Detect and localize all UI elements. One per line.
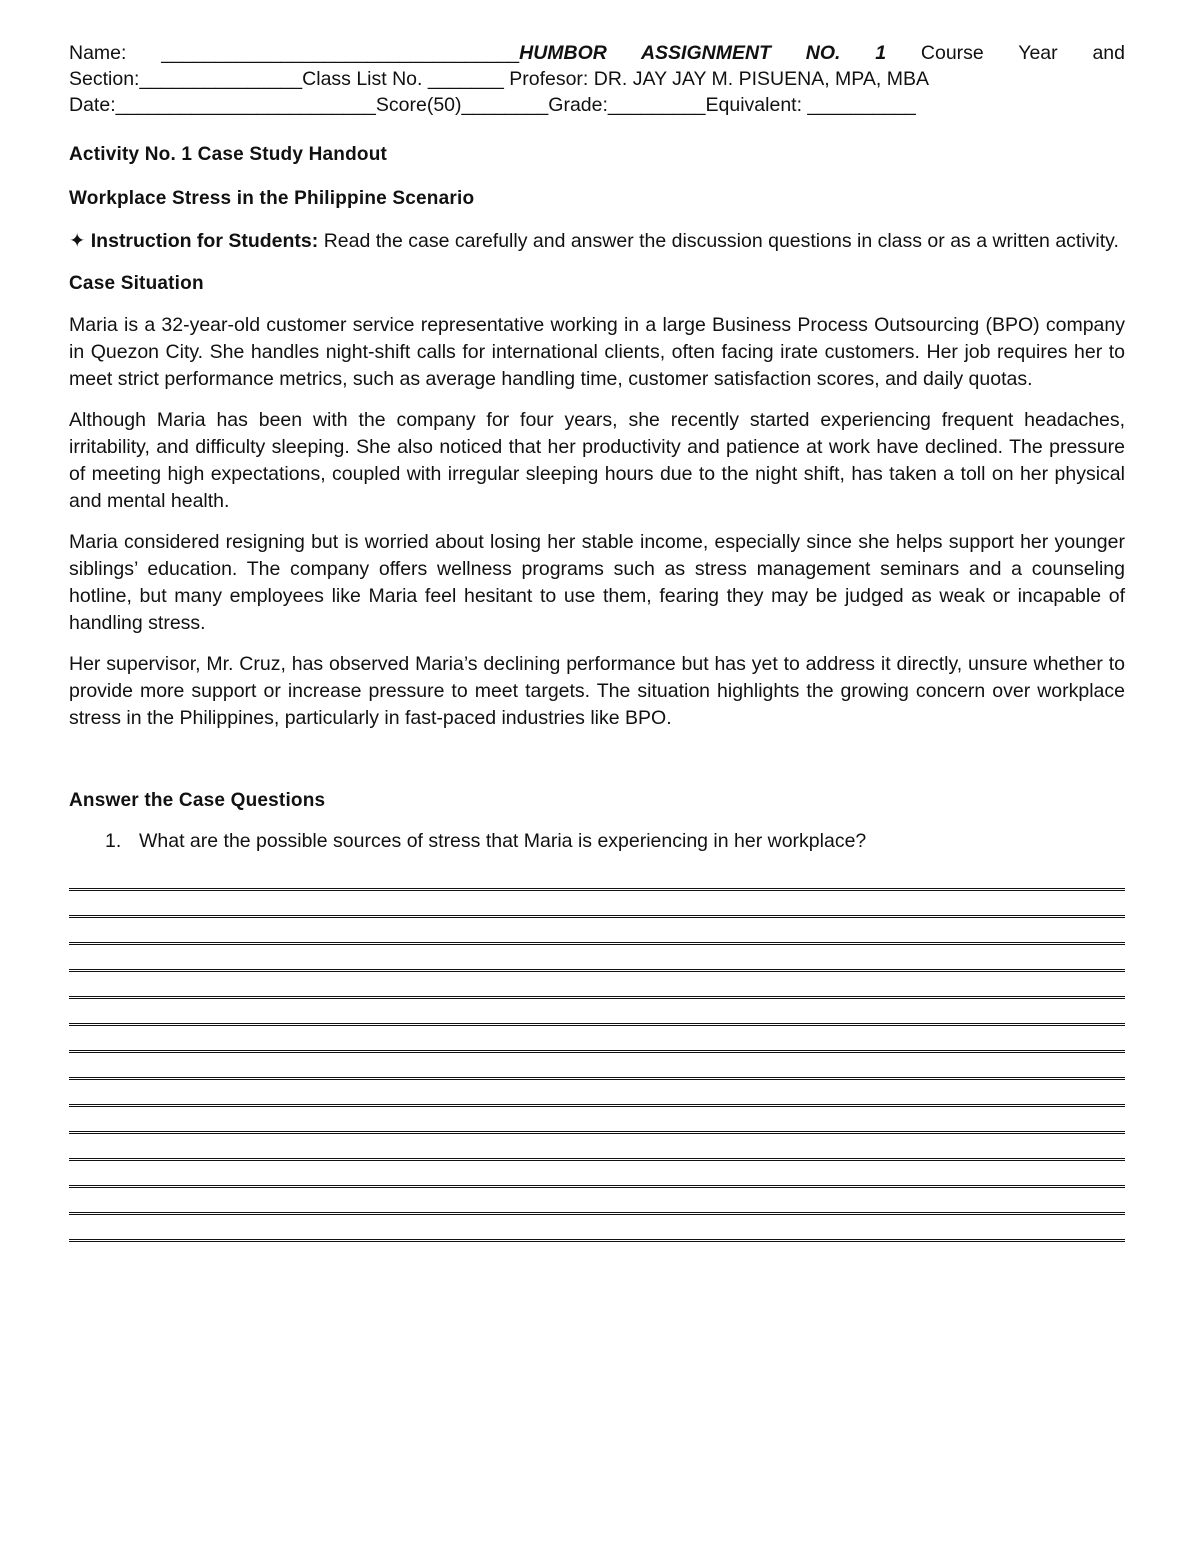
header-line-2 <box>69 66 1125 92</box>
answer-line[interactable] <box>69 1137 1125 1164</box>
score-blank[interactable]: ________ <box>461 94 549 116</box>
grade-blank[interactable]: _________ <box>607 94 706 116</box>
instruction-label: Instruction for Students: <box>90 230 319 252</box>
case-paragraph-4: Her supervisor, Mr. Cruz, has observed Maria’s declining performance but has yet to address it directly, unsure whether to provide more support or increase pressure to meet targets. The situation highlights the growing concern over workplace stress in the Philippines, particularly in fast-paced industries like BPO. <box>69 653 1125 729</box>
course-label-2: Year <box>1018 42 1058 64</box>
question-text: What are the possible sources of stress that Maria is experiencing in her workplace? <box>139 830 867 852</box>
section-blank[interactable]: _______________ <box>139 68 303 90</box>
document-page <box>69 40 1125 1245</box>
answer-line[interactable] <box>69 1056 1125 1083</box>
assignment-title: HUMBOR ASSIGNMENT NO. 1 <box>519 42 887 64</box>
answer-line[interactable] <box>69 1083 1125 1110</box>
sparkle-icon: ✦ <box>69 230 86 252</box>
score-label: Score(50) <box>375 94 462 116</box>
answer-line[interactable] <box>69 867 1125 894</box>
answer-line[interactable] <box>69 1002 1125 1029</box>
instruction-paragraph <box>69 228 1125 255</box>
equivalent-blank[interactable]: __________ <box>807 94 916 116</box>
profesor-label: Profesor: <box>509 68 589 90</box>
course-label-3: and <box>1092 42 1125 64</box>
answer-line[interactable] <box>69 1191 1125 1218</box>
case-title: Workplace Stress in the Philippine Scenario <box>69 188 475 209</box>
question-number: 1. <box>105 830 122 852</box>
grade-label: Grade: <box>548 94 608 116</box>
answer-line[interactable] <box>69 1110 1125 1137</box>
answer-line[interactable] <box>69 894 1125 921</box>
case-paragraph-1: Maria is a 32-year-old customer service representative working in a large Business Process Outsourcing (BPO) company in Quezon City. She handles night-shift calls for international clients, often facing irate customers. Her job requires her to meet strict performance metrics, such as average handling time, customer satisfaction scores, and daily quotas. <box>69 314 1125 390</box>
question-item <box>69 828 1125 855</box>
date-blank[interactable]: ________________________ <box>115 94 376 116</box>
equivalent-label: Equivalent: <box>705 94 802 116</box>
answer-line[interactable] <box>69 1164 1125 1191</box>
activity-title: Activity No. 1 Case Study Handout <box>69 144 388 165</box>
answer-line[interactable] <box>69 1029 1125 1056</box>
class-list-label: Class List No. <box>302 68 423 90</box>
answer-line[interactable] <box>69 975 1125 1002</box>
case-heading: Case Situation <box>69 273 204 294</box>
answer-heading: Answer the Case Questions <box>69 790 326 811</box>
name-label: Name: <box>69 42 127 64</box>
answer-lines[interactable] <box>69 867 1125 1245</box>
section-label: Section: <box>69 68 140 90</box>
date-label: Date: <box>69 94 116 116</box>
answer-line[interactable] <box>69 921 1125 948</box>
class-list-blank[interactable]: _______ <box>427 68 504 90</box>
instruction-text: Read the case carefully and answer the discussion questions in class or as a written activity. <box>323 230 1119 252</box>
answer-line[interactable] <box>69 1218 1125 1245</box>
case-paragraph-3: Maria considered resigning but is worried about losing her stable income, especially since she helps support her younger siblings’ education. The company offers wellness programs such as stress management seminars and a counseling hotline, but many employees like Maria feel hesitant to use them, fearing they may be judged as weak or incapable of handling stress. <box>69 531 1125 634</box>
header-line-3 <box>69 92 1125 118</box>
answer-line[interactable] <box>69 948 1125 975</box>
profesor-name: DR. JAY JAY M. PISUENA, MPA, MBA <box>593 68 929 90</box>
header-line-1 <box>69 40 1125 66</box>
course-label-1: Course <box>920 42 984 64</box>
name-blank[interactable]: _________________________________ <box>161 42 520 64</box>
case-paragraph-2: Although Maria has been with the company for four years, she recently started experiencing frequent headaches, irritability, and difficulty sleeping. She also noticed that her productivity and patience at work have declined. The pressure of meeting high expectations, coupled with irregular sleeping hours due to the night shift, has taken a toll on her physical and mental health. <box>69 409 1125 512</box>
